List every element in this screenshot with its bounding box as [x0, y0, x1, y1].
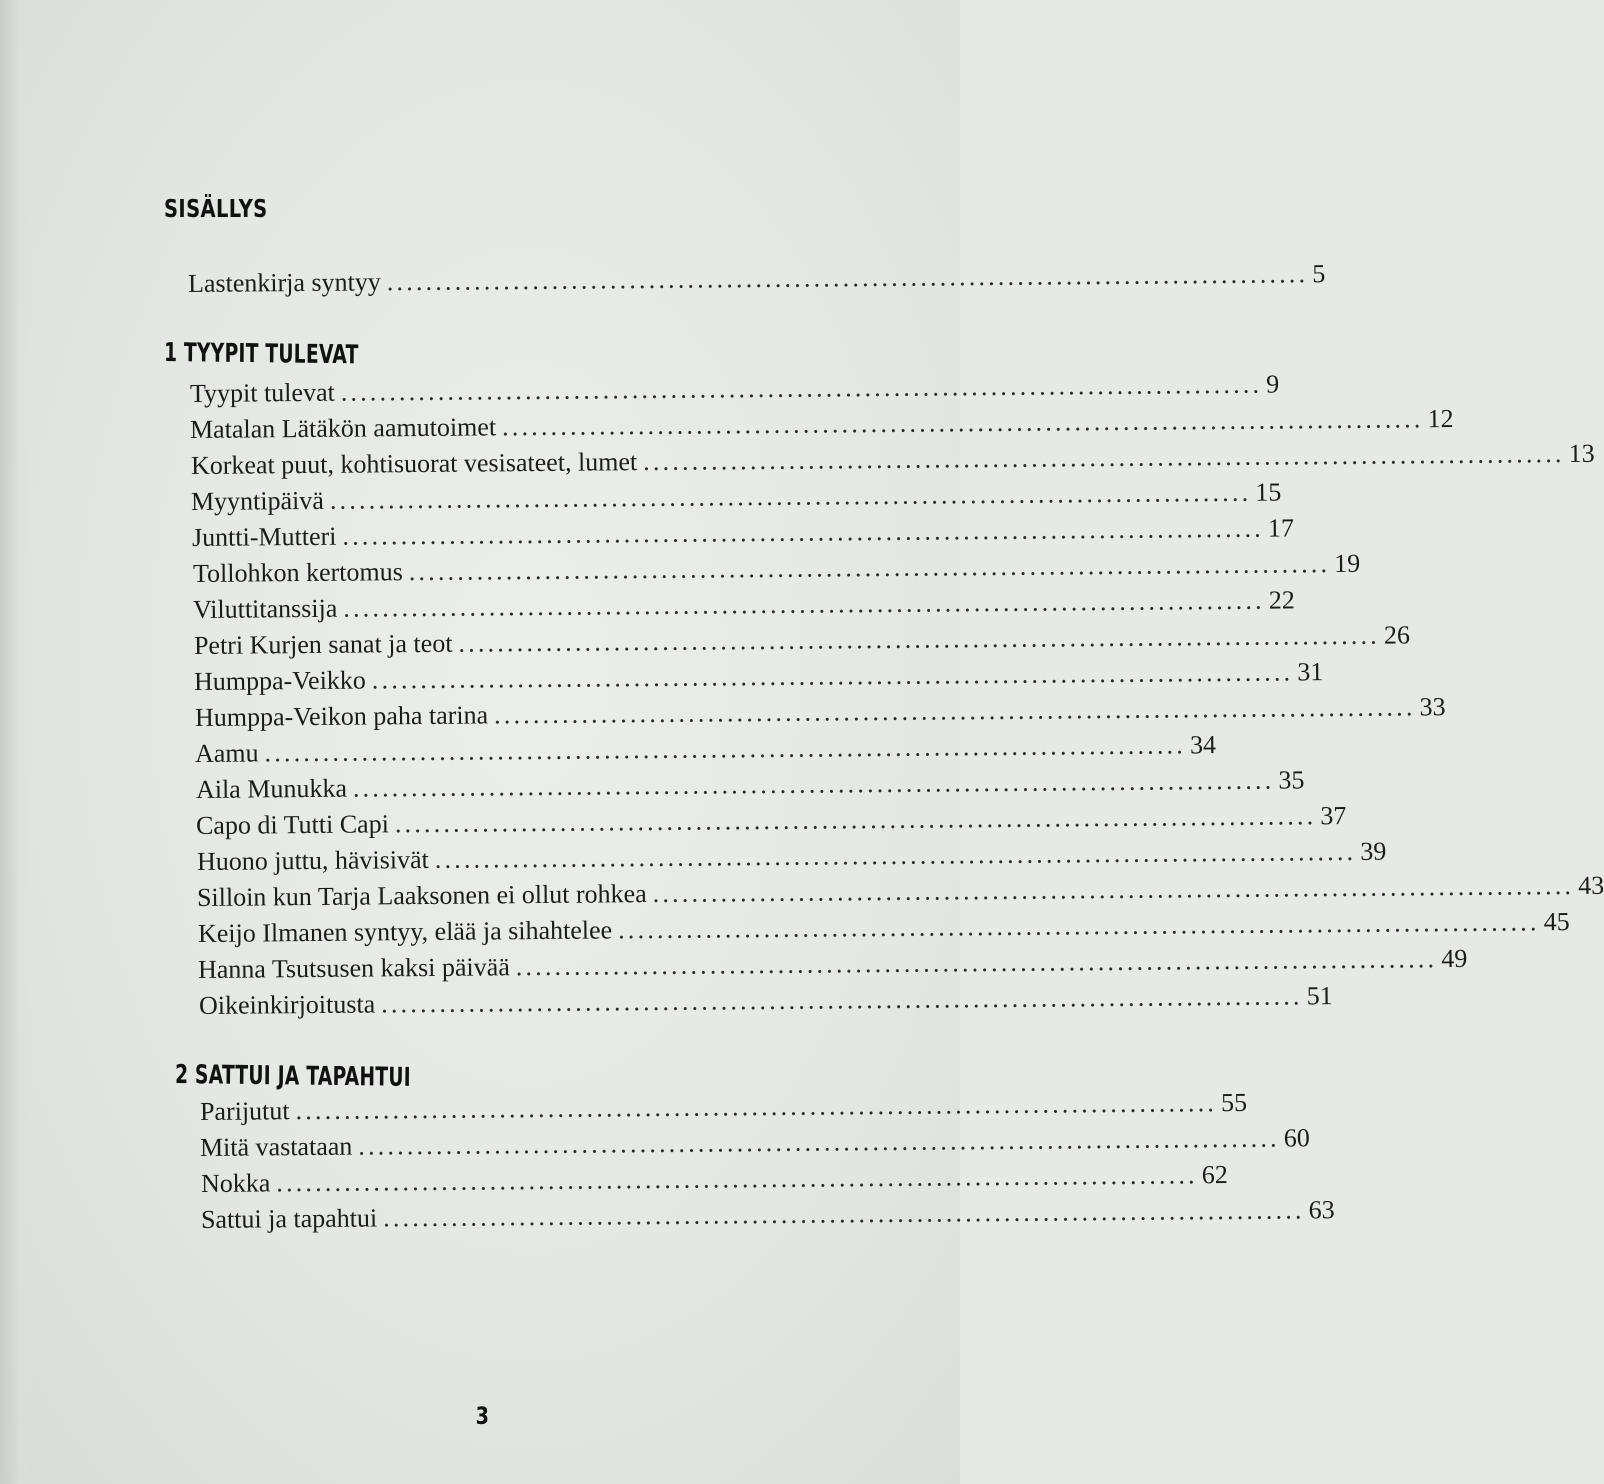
dot-leader: ...............................................................................................	[643, 439, 1565, 477]
dot-leader: ...............................................................................................	[340, 369, 1263, 407]
entry-title: Oikeinkirjoitusta	[198, 989, 376, 1020]
toc-entry	[199, 1087, 1248, 1128]
entry-title: Juntti-Mutteri	[191, 521, 337, 552]
toc-entry	[198, 981, 1333, 1022]
entry-page: 49	[1441, 943, 1468, 974]
toc-entry	[200, 1160, 1228, 1200]
dot-leader: ...............................................................................................	[501, 404, 1424, 442]
entry-page: 12	[1427, 403, 1454, 434]
toc-entry	[189, 369, 1280, 410]
entry-title: Capo di Tutti Capi	[195, 809, 390, 840]
entry-title: Myyntipäivä	[190, 485, 324, 516]
entry-title: Petri Kurjen sanat ja teot	[193, 628, 453, 660]
entry-title: Aila Munukka	[195, 773, 348, 804]
toc-entry	[197, 907, 1570, 950]
entry-title: Humppa-Veikko	[193, 665, 366, 696]
entry-page: 51	[1306, 981, 1333, 1011]
spine-shadow	[0, 0, 34, 1484]
entry-page: 26	[1383, 620, 1411, 650]
dot-leader: ...............................................................................................	[652, 870, 1575, 909]
entry-page: 15	[1255, 477, 1282, 507]
section-heading-2: 2 SATTUI JA TAPAHTUI	[174, 1060, 411, 1093]
entry-title: Aamu	[194, 738, 259, 768]
page-number: 3	[475, 1402, 490, 1430]
dot-leader: ...............................................................................................	[434, 836, 1357, 874]
dot-leader: ...............................................................................................	[493, 692, 1416, 730]
entry-title: Tollohkon kertomus	[192, 557, 403, 588]
dot-leader: ...............................................................................................	[342, 513, 1265, 551]
entry-title: Humppa-Veikon paha tarina	[194, 700, 489, 732]
toc-entry	[193, 657, 1324, 698]
entry-title: Tyypit tulevat	[189, 377, 335, 408]
dot-leader: ...............................................................................................	[618, 907, 1540, 945]
toc-title: SISÄLLYS	[164, 194, 268, 223]
entry-page: 45	[1543, 907, 1570, 937]
entry-page: 9	[1266, 369, 1280, 399]
toc-entry	[192, 585, 1295, 626]
dot-leader: ...............................................................................................	[458, 620, 1381, 658]
entry-page: 22	[1268, 585, 1295, 615]
dot-leader: ...............................................................................................	[352, 765, 1275, 803]
toc-entry-intro	[187, 259, 1326, 300]
entry-page: 37	[1320, 800, 1347, 831]
dot-leader: ...............................................................................................	[394, 801, 1317, 839]
dot-leader: ...............................................................................................	[358, 1123, 1280, 1161]
dot-leader: ...............................................................................................	[515, 944, 1438, 982]
toc-entry	[190, 477, 1282, 518]
entry-page: 33	[1419, 692, 1446, 722]
entry-page: 5	[1312, 259, 1326, 289]
dot-leader: ...............................................................................................	[329, 477, 1252, 515]
entry-page: 60	[1283, 1123, 1310, 1153]
entry-page: 39	[1360, 836, 1387, 866]
toc-entry	[196, 870, 1604, 914]
section-heading-1: 1 TYYPIT TULEVAT	[163, 338, 359, 371]
entry-title: Silloin kun Tarja Laaksonen ei ollut rohkea	[196, 879, 647, 912]
entry-title: Hanna Tsutsusen kaksi päivää	[197, 952, 510, 984]
dot-leader: ...............................................................................................	[295, 1088, 1218, 1126]
entry-page: 31	[1297, 657, 1324, 687]
entry-page: 19	[1334, 548, 1361, 579]
toc-entry	[199, 1123, 1310, 1164]
entry-title: Sattui ja tapahtui	[200, 1203, 378, 1234]
entry-title: Keijo Ilmanen syntyy, elää ja sihahtelee	[197, 915, 613, 948]
toc-entry	[196, 836, 1387, 878]
entry-page: 17	[1267, 513, 1295, 543]
toc-entry	[192, 548, 1361, 590]
toc-entry	[200, 1195, 1335, 1236]
entry-title: Huono juttu, hävisivät	[196, 844, 429, 876]
toc-entry	[194, 692, 1446, 734]
toc-entry	[195, 765, 1305, 806]
entry-title: Nokka	[200, 1168, 271, 1198]
entry-title: Viluttitanssija	[192, 593, 338, 624]
entry-page: 55	[1220, 1087, 1248, 1118]
entry-page: 63	[1308, 1195, 1335, 1225]
dot-leader: ...............................................................................................	[386, 259, 1309, 297]
dot-leader: ...............................................................................................	[371, 657, 1294, 695]
dot-leader: ...............................................................................................	[343, 585, 1265, 623]
toc-entry	[197, 943, 1468, 986]
toc-entry	[194, 730, 1217, 770]
entry-title: Matalan Lätäkön aamutoimet	[189, 412, 497, 444]
entry-title: Mitä vastataan	[199, 1131, 353, 1162]
toc-entry	[193, 620, 1411, 662]
entry-title: Lastenkirja syntyy	[187, 267, 381, 298]
entry-title: Korkeat puut, kohtisuorat vesisateet, lumet	[190, 447, 638, 480]
dot-leader: ...............................................................................................	[264, 730, 1187, 768]
entry-title: Parijutut	[199, 1096, 290, 1126]
toc-entry	[189, 403, 1454, 446]
dot-leader: ...............................................................................................	[383, 1195, 1305, 1233]
dot-leader: ...............................................................................................	[276, 1160, 1198, 1198]
dot-leader: ...............................................................................................	[408, 549, 1331, 587]
entry-page: 62	[1201, 1160, 1228, 1190]
toc-entry	[190, 438, 1595, 482]
toc-entry	[191, 513, 1295, 554]
dot-leader: ...............................................................................................	[381, 981, 1303, 1019]
entry-page: 34	[1189, 730, 1217, 760]
toc-entry	[195, 800, 1347, 842]
entry-page: 13	[1568, 438, 1595, 468]
entry-page: 43	[1578, 870, 1604, 900]
entry-page: 35	[1278, 765, 1305, 795]
